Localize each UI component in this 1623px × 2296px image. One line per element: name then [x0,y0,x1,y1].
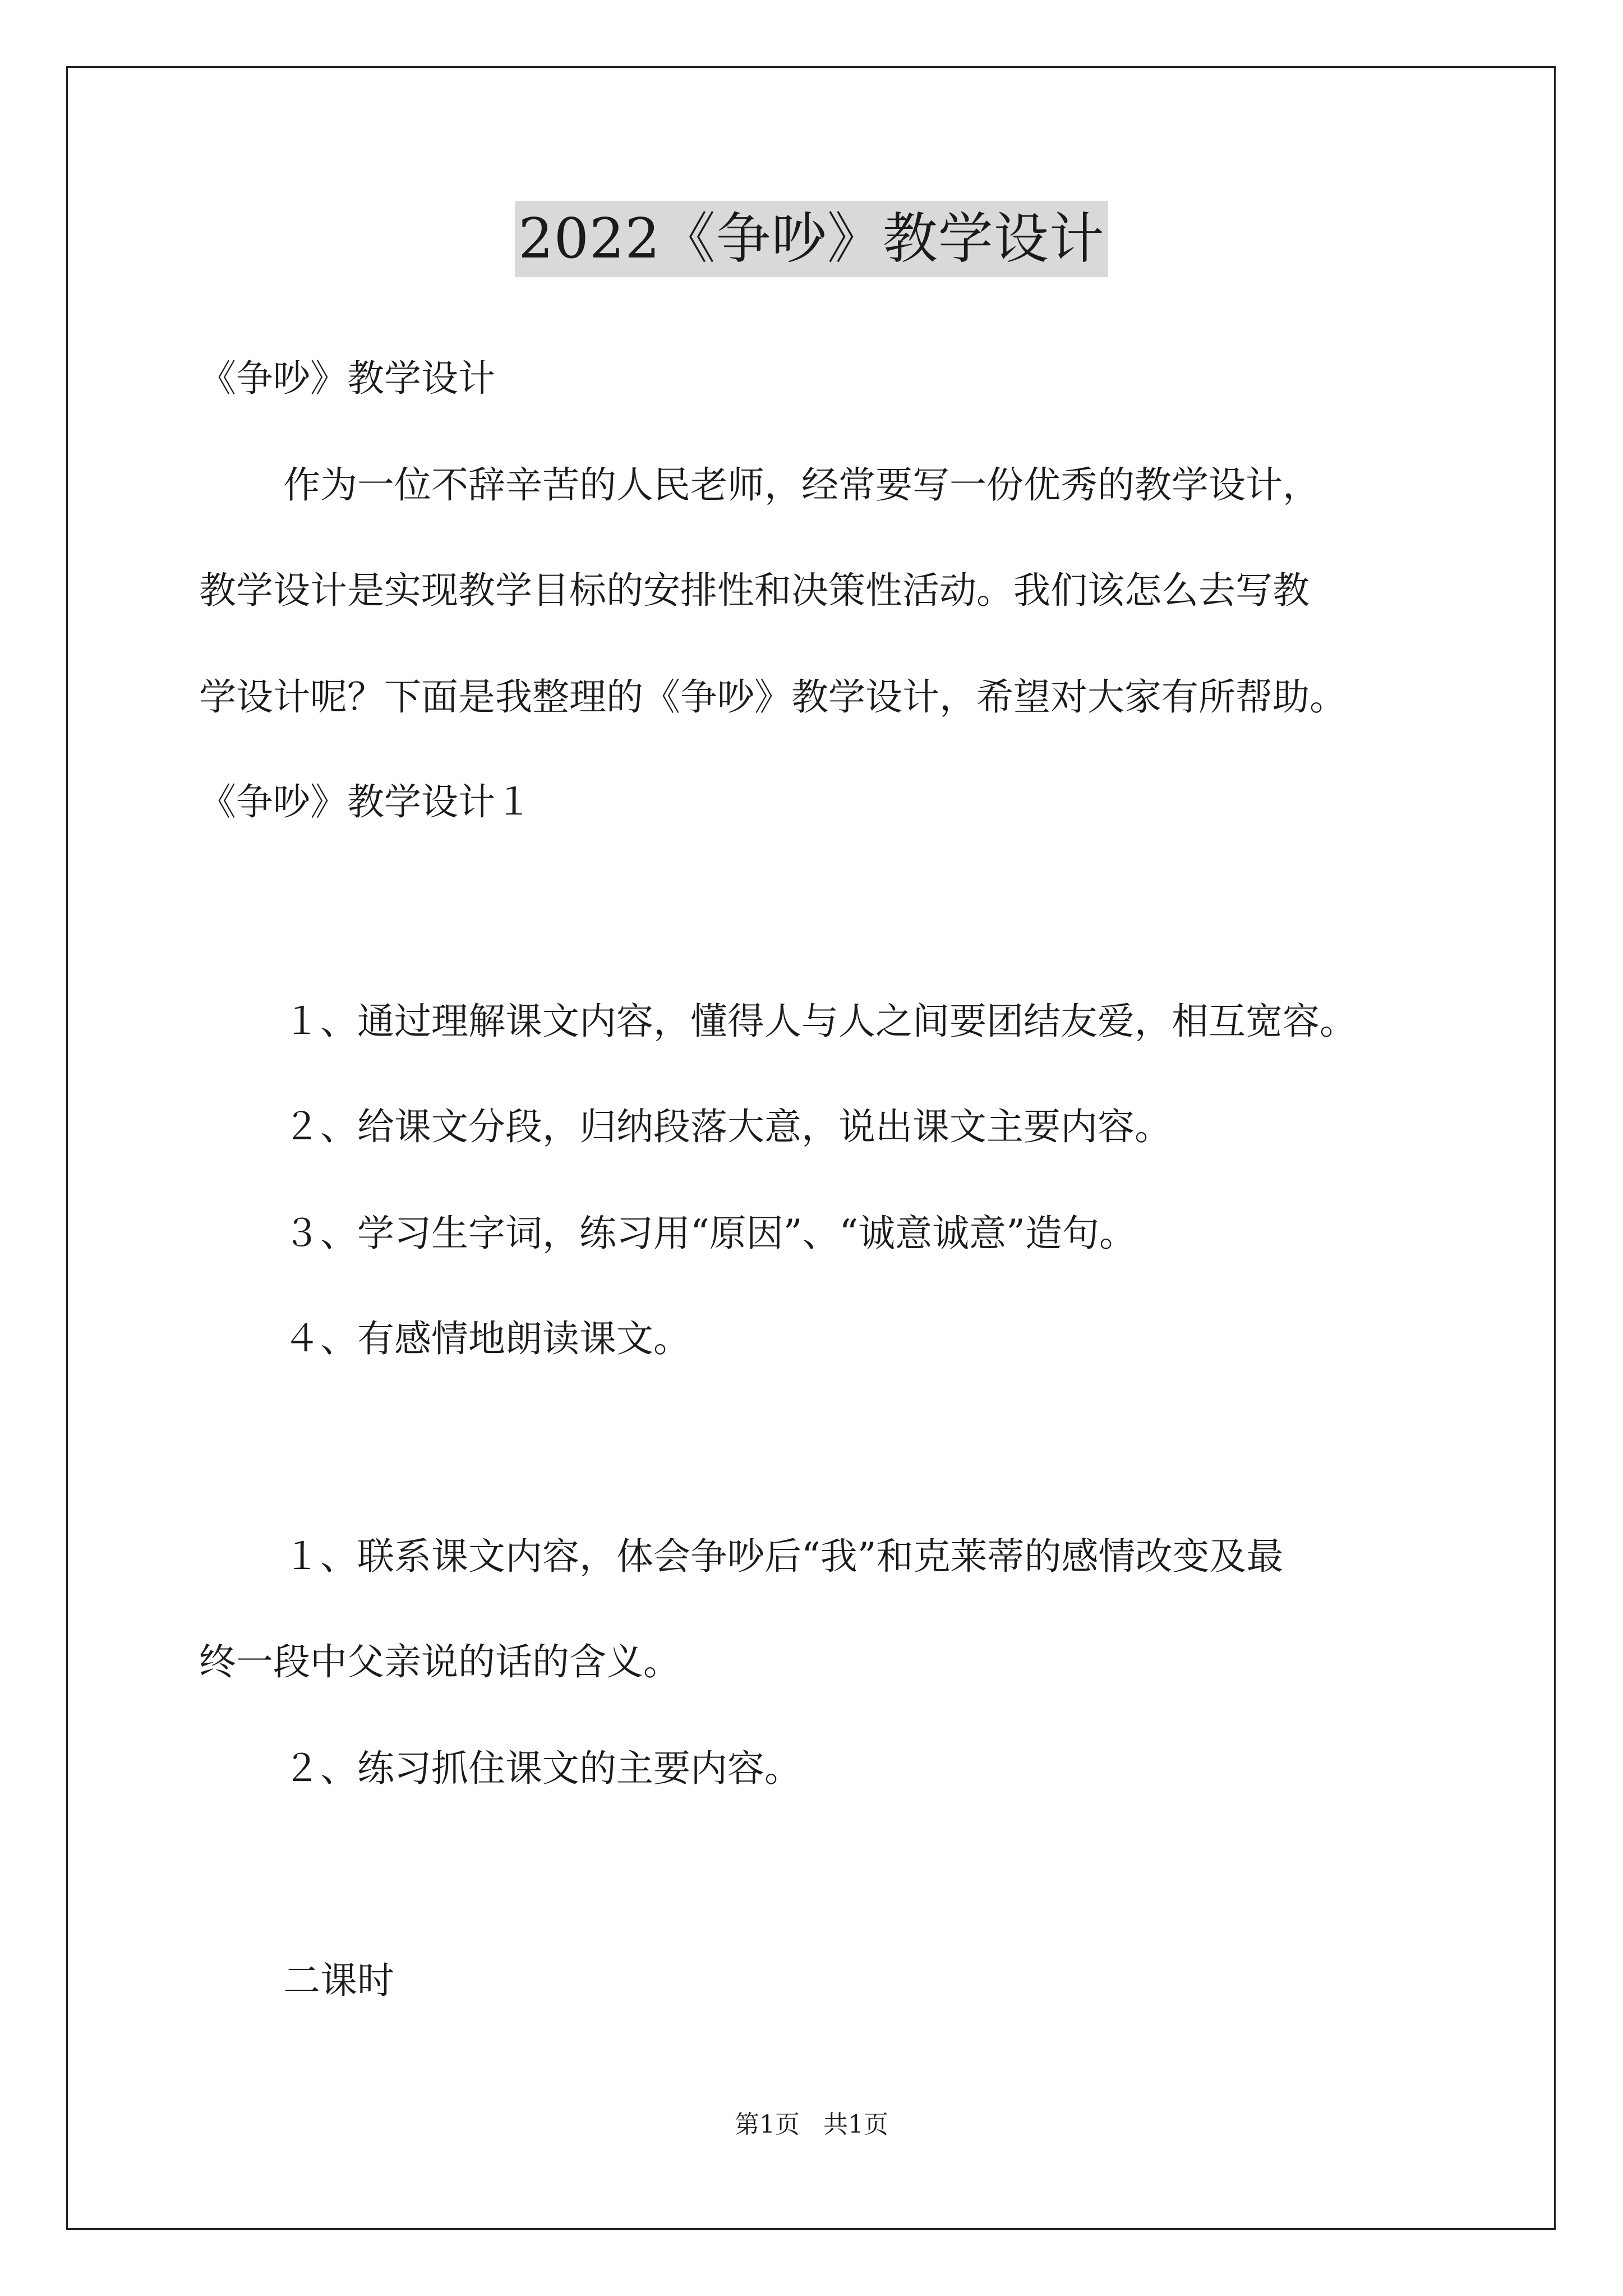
document-title: 2022《争吵》教学设计 [515,201,1108,277]
key-point-item-1-line-2: 终一段中父亲说的话的含义。 [199,1640,680,1683]
section-heading: 《争吵》教学设计 [199,357,495,400]
intro-paragraph-line-1: 作为一位不辞辛苦的人民老师，经常要写一份优秀的教学设计， [283,463,1320,507]
intro-paragraph-line-3: 学设计呢？下面是我整理的《争吵》教学设计，希望对大家有所帮助。 [199,675,1347,719]
objective-item-3: ３、学习生字词，练习用“原因”、“诚意诚意”造句。 [283,1212,1136,1255]
subsection-heading-1: 《争吵》教学设计１ [199,780,532,823]
title-container [0,201,1623,277]
page-footer: 第1页 共1页 [735,2110,888,2139]
objective-item-1: １、通过理解课文内容，懂得人与人之间要团结友爱，相互宽容。 [283,1000,1357,1043]
lesson-duration: 二课时 [283,1959,394,2002]
objective-item-4: ４、有感情地朗读课文。 [283,1317,690,1360]
intro-paragraph-line-2: 教学设计是实现教学目标的安排性和决策性活动。我们该怎么去写教 [199,569,1310,612]
objective-item-2: ２、给课文分段，归纳段落大意，说出课文主要内容。 [283,1105,1172,1148]
key-point-item-2: ２、练习抓住课文的主要内容。 [283,1747,801,1790]
key-point-item-1-line-1: １、联系课文内容，体会争吵后“我”和克莱蒂的感情改变及最 [283,1535,1284,1578]
